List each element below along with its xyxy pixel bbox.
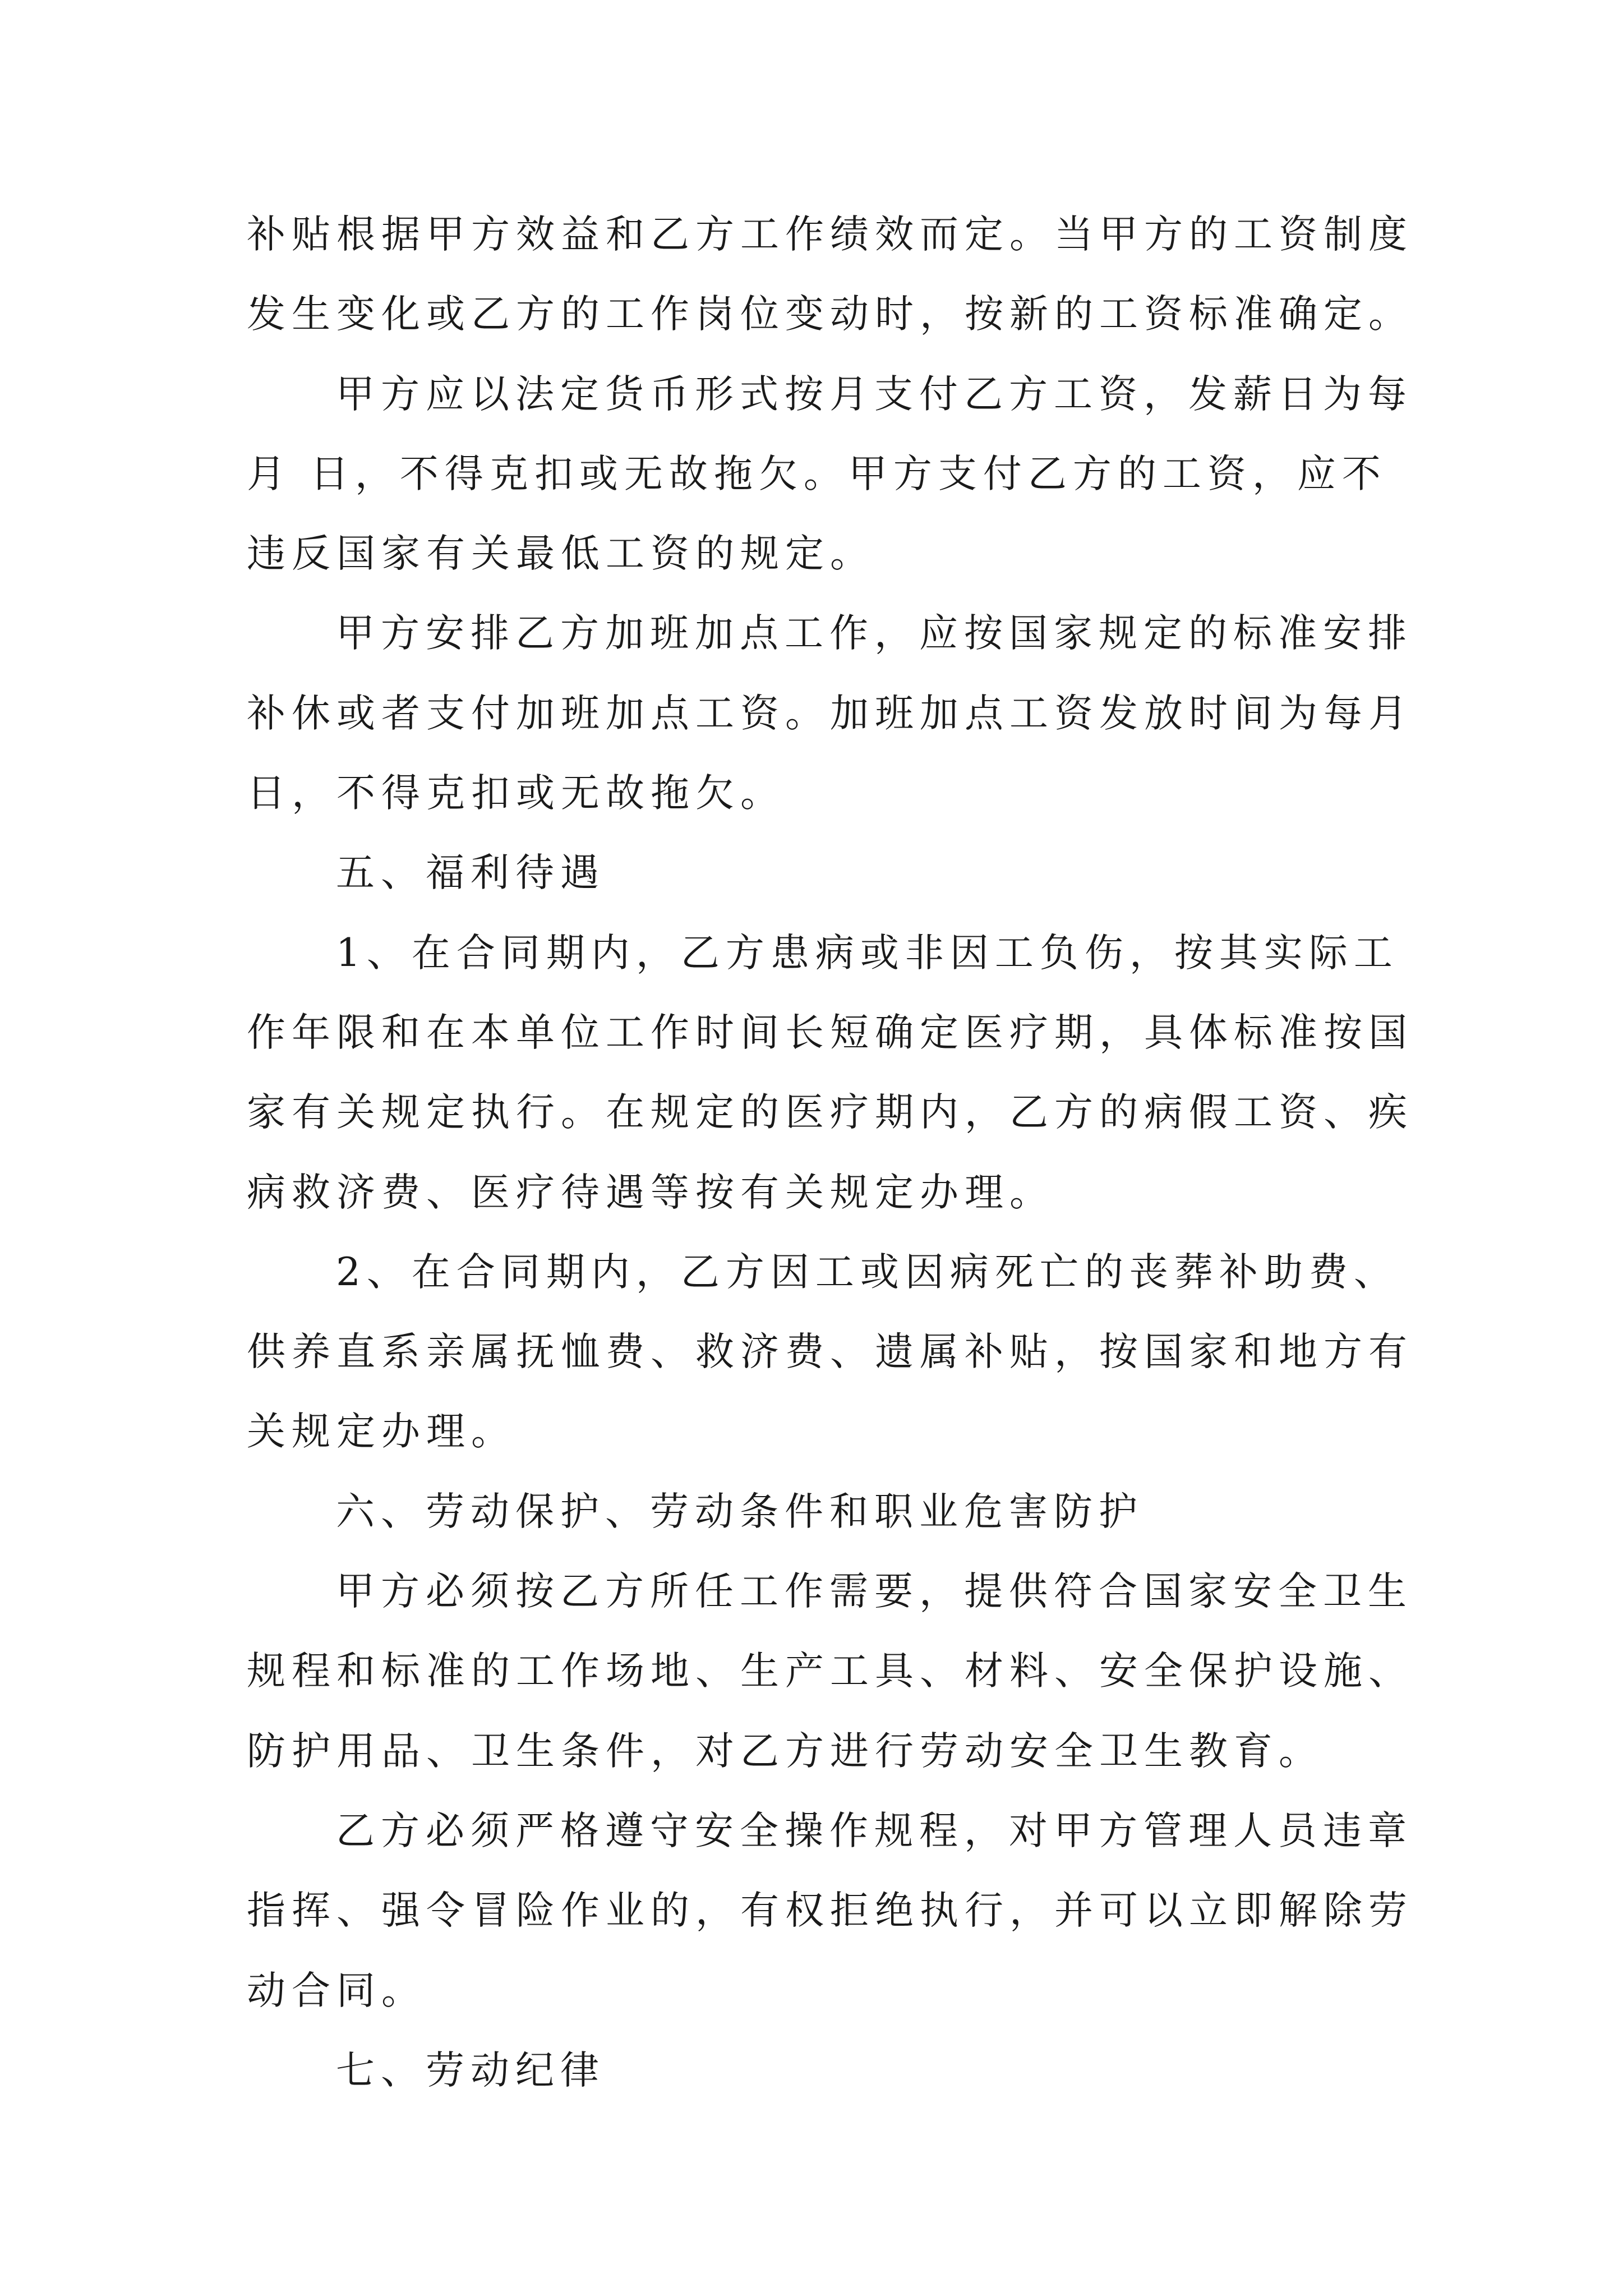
paragraph-start-line: 1、在合同期内，乙方患病或非因工负伤，按其实际工 xyxy=(336,931,1399,976)
text-line: 违反国家有关最低工资的规定。 xyxy=(247,531,875,576)
text-line: 病救济费、医疗待遇等按有关规定办理。 xyxy=(247,1170,1054,1215)
text-line: 供养直系亲属抚恤费、救济费、遗属补贴，按国家和地方有 xyxy=(247,1329,1413,1374)
section-heading-labor-discipline: 七、劳动纪律 xyxy=(336,2048,605,2093)
text-line: 日，不得克扣或无故拖欠。 xyxy=(247,771,785,816)
paragraph-start-line: 2、在合同期内，乙方因工或因病死亡的丧葬补助费、 xyxy=(336,1250,1399,1295)
section-heading-labor-protection: 六、劳动保护、劳动条件和职业危害防护 xyxy=(336,1489,1144,1534)
paragraph-start-line: 甲方必须按乙方所任工作需要，提供符合国家安全卫生 xyxy=(336,1569,1413,1614)
section-heading-welfare: 五、福利待遇 xyxy=(336,850,605,895)
text-line: 补贴根据甲方效益和乙方工作绩效而定。当甲方的工资制度 xyxy=(247,212,1413,257)
paragraph-start-line: 乙方必须严格遵守安全操作规程，对甲方管理人员违章 xyxy=(336,1809,1413,1853)
text-line: 发生变化或乙方的工作岗位变动时，按新的工资标准确定。 xyxy=(247,292,1413,337)
text-line: 关规定办理。 xyxy=(247,1409,516,1454)
paragraph-start-line: 甲方应以法定货币形式按月支付乙方工资，发薪日为每 xyxy=(336,372,1413,417)
text-line: 补休或者支付加班加点工资。加班加点工资发放时间为每月 xyxy=(247,691,1413,736)
text-line: 防护用品、卫生条件，对乙方进行劳动安全卫生教育。 xyxy=(247,1729,1324,1774)
text-line: 规程和标准的工作场地、生产工具、材料、安全保护设施、 xyxy=(247,1649,1413,1694)
text-line: 家有关规定执行。在规定的医疗期内，乙方的病假工资、疾 xyxy=(247,1090,1413,1135)
paragraph-start-line: 甲方安排乙方加班加点工作，应按国家规定的标准安排 xyxy=(336,611,1413,656)
text-line: 作年限和在本单位工作时间长短确定医疗期，具体标准按国 xyxy=(247,1010,1413,1055)
text-line: 指挥、强令冒险作业的，有权拒绝执行，并可以立即解除劳 xyxy=(247,1888,1413,1933)
text-line: 动合同。 xyxy=(247,1968,426,2013)
text-line: 月 日，不得克扣或无故拖欠。甲方支付乙方的工资，应不 xyxy=(247,452,1387,496)
